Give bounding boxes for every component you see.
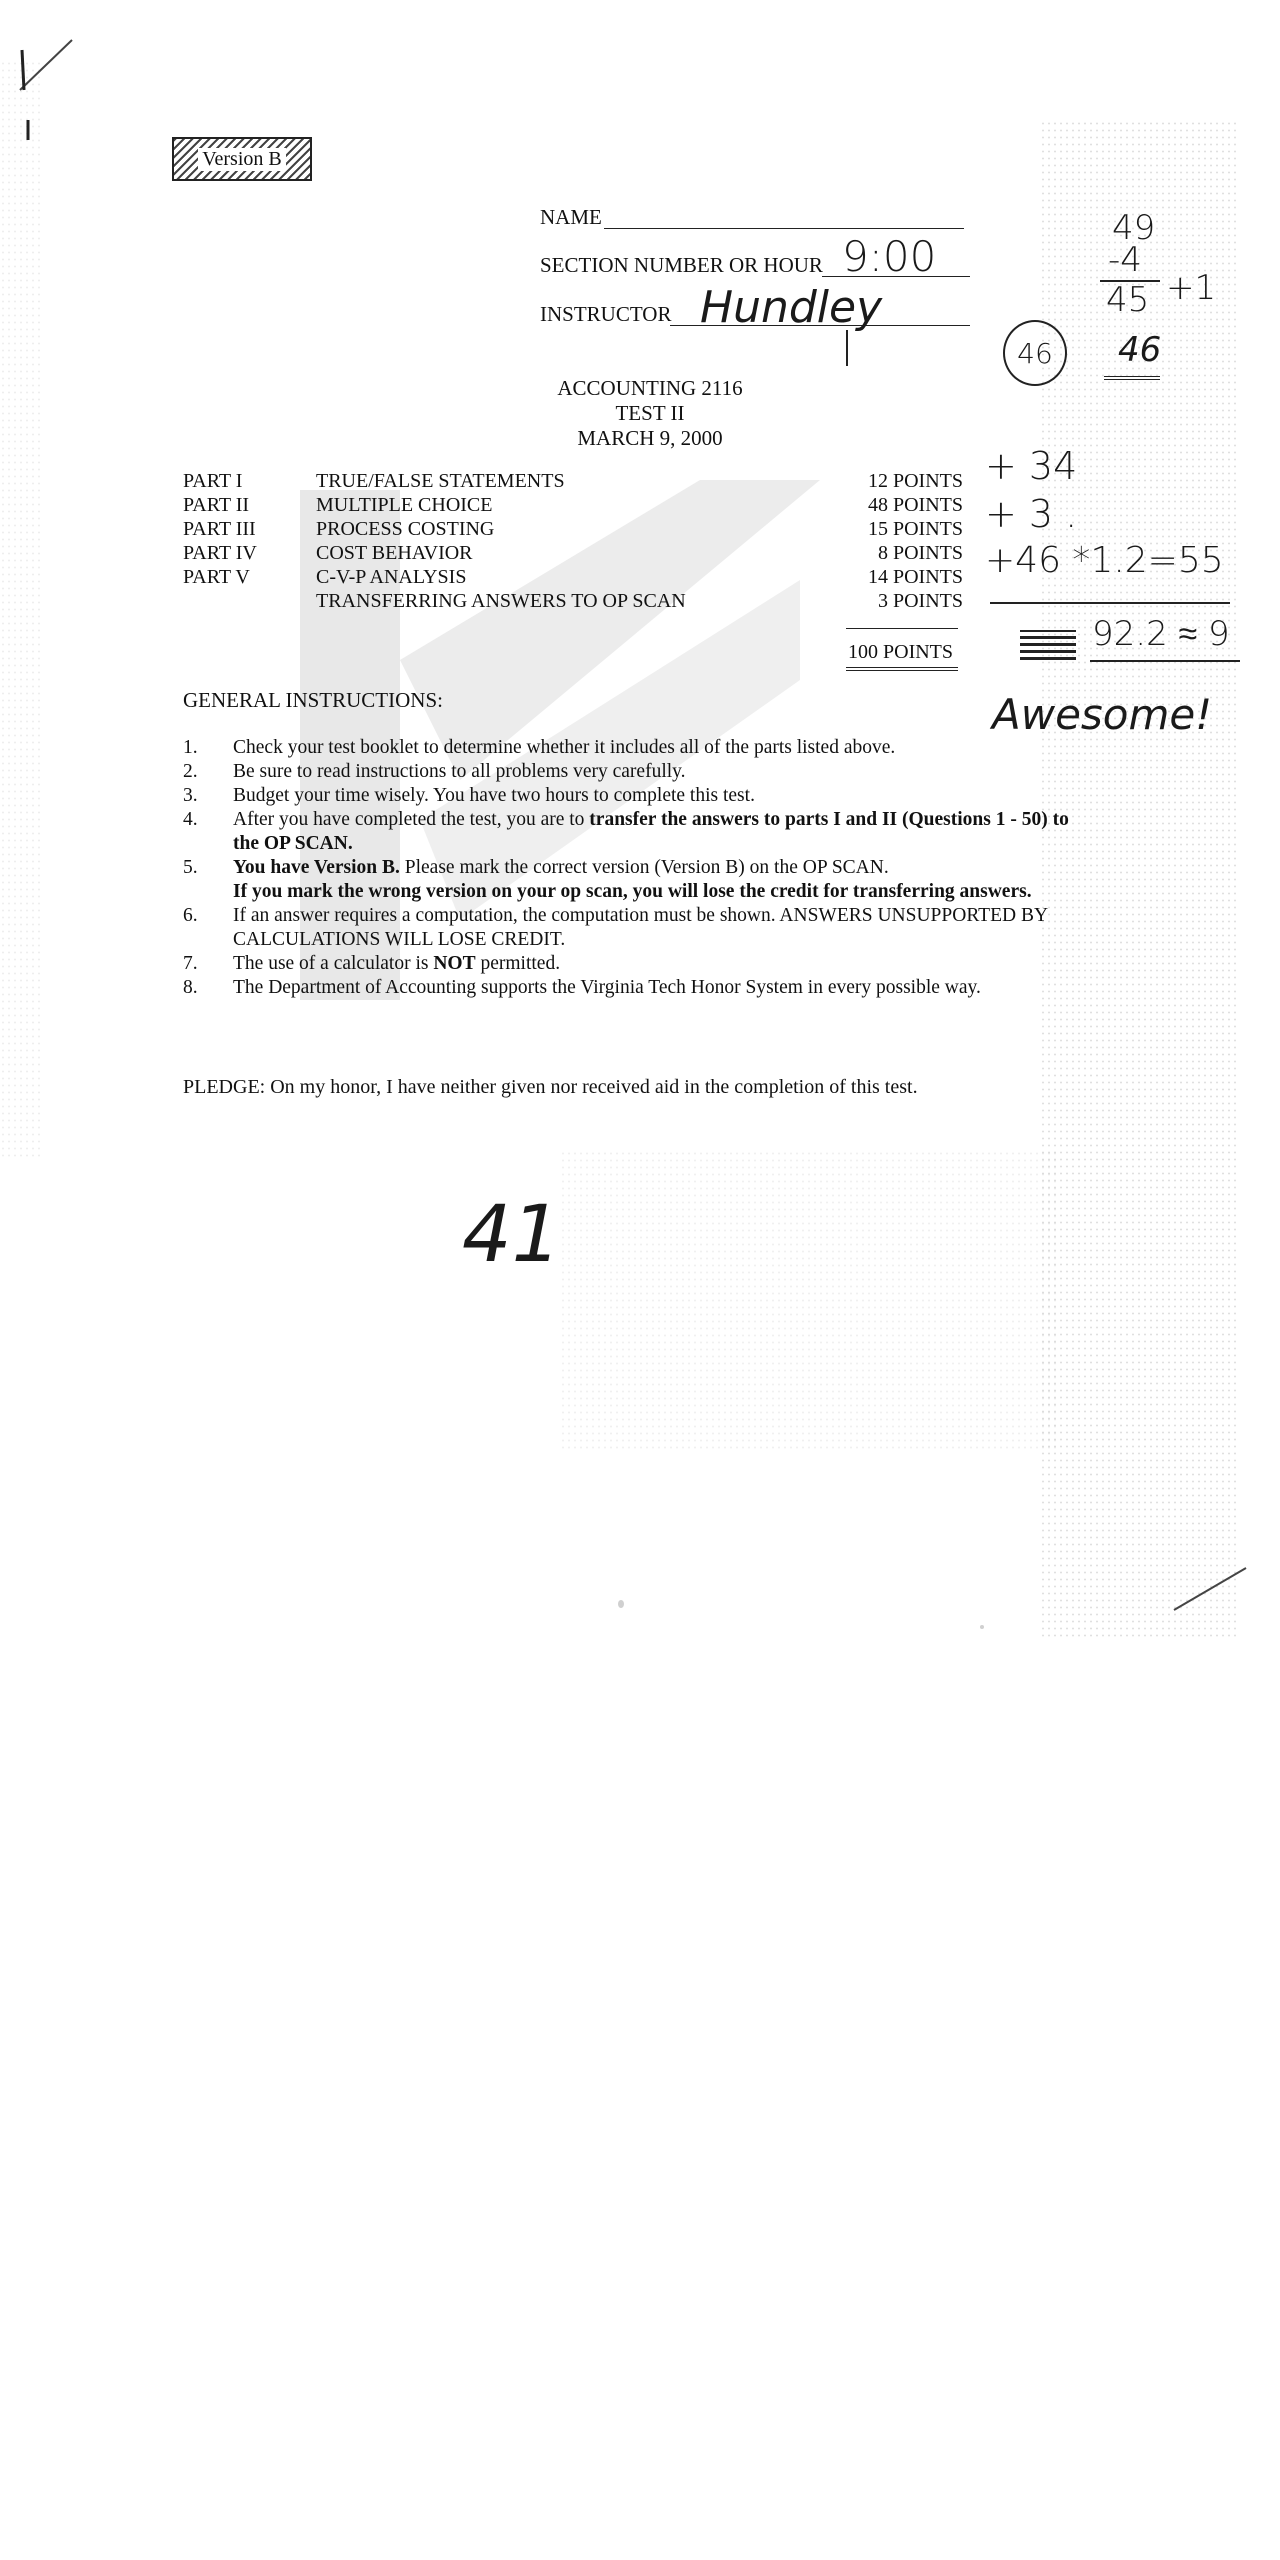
total-double-rule (846, 667, 958, 671)
instruction-item (183, 976, 1083, 1000)
parts-table (183, 470, 963, 614)
instruction-emphasis: transfer the answers to parts I and II (Questions 1 - 50) to the OP SCAN. (233, 809, 1069, 854)
instruction-text: The Department of Accounting supports the Virginia Tech Honor System in every possible way. (233, 977, 981, 998)
corner-mark (10, 30, 80, 150)
hand-plus3: + 3 . (985, 492, 1078, 536)
hand-plus34: + 34 (985, 444, 1078, 488)
part-points: 48 POINTS (867, 494, 963, 516)
instruction-text-part: After you have completed the test, you are to (233, 809, 590, 830)
section-value: 9:00 (842, 232, 937, 281)
hand-result: 92.2 ≈ 9 (1092, 614, 1230, 654)
instruction-number: 6. (183, 905, 198, 926)
scan-noise-middle (560, 1150, 1060, 1450)
corner-mark-bottom (1170, 1560, 1250, 1620)
part-row (183, 590, 963, 614)
part-row (183, 566, 963, 590)
part-points: 15 POINTS (867, 518, 963, 540)
instruction-item (183, 736, 1083, 760)
instruction-text: Be sure to read instructions to all problems very carefully. (233, 761, 686, 782)
part-title: TRANSFERRING ANSWERS TO OP SCAN (316, 590, 686, 612)
part-points: 3 POINTS (877, 590, 963, 612)
section-label: SECTION NUMBER OR HOUR (540, 253, 823, 277)
name-line (604, 228, 964, 229)
part-number: PART I (183, 470, 243, 492)
instruction-number: 5. (183, 857, 198, 878)
version-label: Version B (198, 148, 285, 171)
instruction-text-part: Please mark the correct version (Version B) on the OP SCAN. (399, 857, 889, 878)
part-title: COST BEHAVIOR (316, 542, 473, 564)
instructions-title: GENERAL INSTRUCTIONS: (183, 688, 443, 712)
circled-score (1003, 320, 1067, 386)
hand-score-41: 41 (462, 1190, 562, 1280)
part-points: 14 POINTS (867, 566, 963, 588)
speck (980, 1625, 984, 1629)
hand-calc-45: 45 (1106, 280, 1150, 320)
instructor-label: INSTRUCTOR (540, 302, 672, 326)
test-date: MARCH 9, 2000 (577, 426, 723, 450)
part-title: MULTIPLE CHOICE (316, 494, 493, 516)
instruction-item (183, 760, 1083, 784)
instruction-text (233, 952, 1083, 976)
instruction-number: 2. (183, 761, 198, 782)
test-title: TEST II (615, 401, 685, 425)
instruction-text (233, 808, 1083, 856)
instruction-emphasis: NOT (433, 953, 476, 974)
scan-noise-left (0, 60, 40, 1160)
part-row (183, 494, 963, 518)
instruction-item (183, 856, 1083, 904)
instruction-item (183, 904, 1083, 952)
circled-score-value: 46 (1017, 336, 1053, 370)
part-row (183, 518, 963, 542)
hand-sum-rule (990, 602, 1230, 604)
instruction-text: Budget your time wisely. You have two hours to complete this test. (233, 785, 755, 806)
instruction-text-part: permitted. (475, 953, 561, 974)
part-number: PART II (183, 494, 250, 516)
instruction-emphasis: You have Version B. (233, 857, 400, 878)
instruction-item (183, 952, 1083, 976)
part-points: 8 POINTS (877, 542, 963, 564)
course-title: ACCOUNTING 2116 (557, 376, 743, 400)
part-title: C-V-P ANALYSIS (316, 566, 467, 588)
instruction-number: 1. (183, 737, 198, 758)
version-badge (172, 137, 312, 181)
hand-calc-49: 49 (1112, 208, 1156, 248)
total-points: 100 POINTS (848, 641, 954, 663)
instruction-text-part: The use of a calculator is (233, 953, 434, 974)
handwritten-stroke (846, 330, 848, 366)
instruction-number: 4. (183, 809, 198, 830)
instructor-value: Hundley (700, 282, 883, 333)
instruction-text: If an answer requires a computation, the computation must be shown. ANSWERS UNSUPPORTED BY CALCULATIONS WILL LOSE CREDIT. (233, 905, 1048, 950)
name-label: NAME (540, 205, 602, 229)
instruction-number: 8. (183, 977, 198, 998)
instruction-warning: If you mark the wrong version on your op scan, you will lose the credit for transferring answers. (233, 881, 1032, 902)
instruction-number: 7. (183, 953, 198, 974)
hand-double-underline (1104, 376, 1160, 380)
instruction-text: Check your test booklet to determine whether it includes all of the parts listed above. (233, 737, 896, 758)
hand-calc-plus1: +1 (1166, 268, 1217, 308)
hand-plus46-calc: +46 *1.2=55 (985, 540, 1224, 581)
part-number: PART III (183, 518, 256, 540)
total-rule (846, 628, 958, 629)
hand-calc-46: 46 (1118, 330, 1162, 370)
instruction-text (233, 856, 1083, 904)
instruction-item (183, 784, 1083, 808)
hand-result-rule (1090, 660, 1240, 662)
hand-calc-minus4: -4 (1108, 240, 1142, 280)
hand-scribble (1020, 630, 1076, 660)
part-title: TRUE/FALSE STATEMENTS (316, 470, 565, 492)
instruction-number: 3. (183, 785, 198, 806)
hand-awesome: Awesome! (992, 690, 1213, 739)
instruction-item (183, 808, 1083, 856)
part-row (183, 470, 963, 494)
part-title: PROCESS COSTING (316, 518, 495, 540)
part-number: PART IV (183, 542, 257, 564)
part-row (183, 542, 963, 566)
pledge-text: PLEDGE: On my honor, I have neither given nor received aid in the completion of this test. (183, 1076, 918, 1098)
part-number: PART V (183, 566, 250, 588)
part-points: 12 POINTS (867, 470, 963, 492)
instructions-list (183, 736, 1083, 1000)
speck (618, 1600, 624, 1608)
